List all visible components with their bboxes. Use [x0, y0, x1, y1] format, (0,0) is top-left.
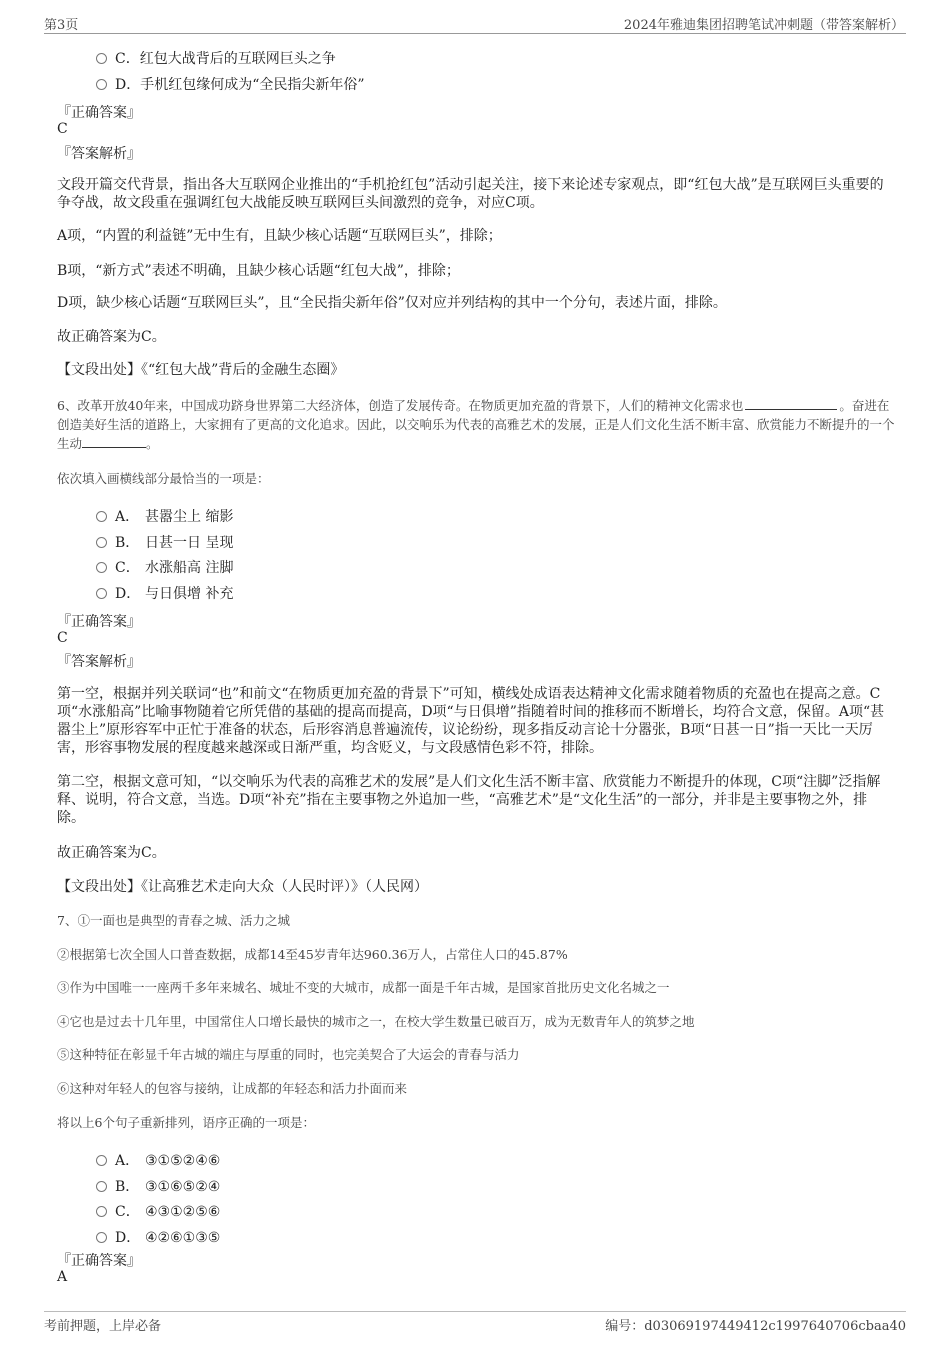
page-number: 第3页	[44, 18, 79, 33]
document-title: 2024年雅迪集团招聘笔试冲刺题（带答案解析）	[623, 18, 904, 33]
q6-option-b[interactable]: B． 日甚一日 呈现	[96, 532, 233, 552]
radio-icon[interactable]	[96, 1155, 107, 1166]
question-7-sentence: ④它也是过去十几年里，中国常住人口增长最快的城市之一，在校大学生数量已破百万，成为无数青年人的筑梦之地	[57, 1014, 695, 1029]
analysis-paragraph: 第一空，根据并列关联词“也”和前文“在物质更加充盈的背景下”可知，横线处成语表达精神文化需求随着物质的充盈也在提高之意。C项“水涨船高”比喻事物随着它所凭借的基础的提高而提高，D项“与日俱增”指随着时间的推移而不断增长，均符合文意，保留。A项“甚嚣尘上”原形容军中正忙于准备的状态，后形容消息普遍流传，议论纷纷，现多指反动言论十分嚣张，B项“日甚一日”指一天比一天厉害，形容事物发展的程度越来越深或日渐严重，均含贬义，与文段感情色彩不符，排除。	[57, 686, 885, 756]
question-7-prompt: 将以上6个句子重新排列，语序正确的一项是：	[57, 1115, 315, 1130]
question-7-sentence: ③作为中国唯一一座两千多年来城名、城址不变的大城市，成都一面是千年古城，是国家首批历史文化名城之一	[57, 980, 670, 995]
radio-icon[interactable]	[96, 79, 107, 90]
analysis-conclusion: 故正确答案为C。	[57, 329, 166, 345]
footer-slogan: 考前押题，上岸必备	[44, 1319, 162, 1334]
answer-label: 『正确答案』	[57, 105, 141, 121]
source-citation: 【文段出处】《“红包大战”背后的金融生态圈》	[57, 362, 345, 378]
radio-icon[interactable]	[96, 562, 107, 573]
source-citation: 【文段出处】《让高雅艺术走向大众（人民时评）》（人民网）	[57, 879, 428, 895]
radio-icon[interactable]	[96, 537, 107, 548]
option-text: 手机红包缘何成为“全民指尖新年俗”	[140, 77, 365, 93]
option-text: 日甚一日 呈现	[145, 535, 234, 551]
question-7-sentence: ⑥这种对年轻人的包容与接纳，让成都的年轻态和活力扑面而来	[57, 1081, 408, 1096]
analysis-label: 『答案解析』	[57, 146, 141, 162]
analysis-paragraph: 第二空，根据文意可知，“以交响乐为代表的高雅艺术的发展”是人们文化生活不断丰富、欣赏能力不断提升的体现，C项“注脚”泛指解释、说明，符合文意，当选。D项“补充”指在主要事物之外追加一些，“高雅艺术”是“文化生活”的一部分，并非是主要事物之外，排除。	[57, 774, 881, 826]
document-id: 编号：d03069197449412c1997640706cbaa40	[605, 1319, 906, 1334]
question-7-sentence: ②根据第七次全国人口普查数据，成都14至45岁青年达960.36万人，占常住人口的45.87%	[57, 947, 568, 962]
radio-icon[interactable]	[96, 1232, 107, 1243]
fill-blank-1	[745, 397, 837, 410]
analysis-conclusion: 故正确答案为C。	[57, 845, 166, 861]
fill-blank-2	[82, 435, 146, 448]
radio-icon[interactable]	[96, 53, 107, 64]
option-text: 红包大战背后的互联网巨头之争	[139, 51, 336, 67]
q6-option-d[interactable]: D． 与日俱增 补充	[96, 583, 233, 603]
answer-label: 『正确答案』	[57, 1253, 141, 1269]
answer-value: A	[57, 1269, 68, 1285]
question-6-prompt: 依次填入画横线部分最恰当的一项是：	[57, 471, 270, 486]
radio-icon[interactable]	[96, 1206, 107, 1217]
analysis-paragraph: D项，缺少核心话题“互联网巨头”，且“全民指尖新年俗”仅对应并列结构的其中一个分句，表述片面，排除。	[57, 295, 727, 311]
radio-icon[interactable]	[96, 1181, 107, 1192]
q7-option-c[interactable]: C． ④③①②⑤⑥	[96, 1201, 220, 1221]
radio-icon[interactable]	[96, 511, 107, 522]
answer-value: C	[57, 630, 68, 646]
option-text: 水涨船高 注脚	[145, 560, 234, 576]
answer-label: 『正确答案』	[57, 614, 141, 630]
option-text: ④②⑥①③⑤	[145, 1230, 221, 1246]
question-7-sentence: 7、①一面也是典型的青春之城、活力之城	[57, 913, 290, 928]
analysis-paragraph: A项，“内置的利益链”无中生有，且缺少核心话题“互联网巨头”，排除；	[57, 228, 502, 244]
header-rule	[44, 33, 906, 34]
q6-option-a[interactable]: A． 甚嚣尘上 缩影	[96, 506, 233, 526]
footer-rule	[44, 1311, 906, 1312]
q7-option-a[interactable]: A． ③①⑤②④⑥	[96, 1150, 220, 1170]
radio-icon[interactable]	[96, 588, 107, 599]
answer-value: C	[57, 121, 68, 137]
option-text: ③①⑥⑤②④	[145, 1179, 221, 1195]
q5-option-c[interactable]: C．红包大战背后的互联网巨头之争	[96, 48, 336, 68]
question-6-stem: 6、改革开放40年来，中国成功跻身世界第二大经济体，创造了发展传奇。在物质更加充盈的背景下，人们的精神文化需求也 。奋进在创造美好生活的道路上，大家拥有了更高的文化追求。因此，以交响乐为代表的高雅艺术的发展，正是人们文化生活不断丰富、欣赏能力不断提升的一个生动 。	[57, 398, 895, 451]
option-text: 与日俱增 补充	[145, 586, 234, 602]
analysis-label: 『答案解析』	[57, 654, 141, 670]
q7-option-d[interactable]: D． ④②⑥①③⑤	[96, 1227, 220, 1247]
analysis-paragraph: 文段开篇交代背景，指出各大互联网企业推出的“手机抢红包”活动引起关注，接下来论述专家观点，即“红包大战”是互联网巨头重要的争夺战，故文段重在强调红包大战能反映互联网巨头间激烈的竞争，对应C项。	[57, 177, 884, 211]
question-7-sentence: ⑤这种特征在彰显千年古城的端庄与厚重的同时，也完美契合了大运会的青春与活力	[57, 1047, 520, 1062]
q7-option-b[interactable]: B． ③①⑥⑤②④	[96, 1176, 220, 1196]
option-text: ③①⑤②④⑥	[145, 1153, 221, 1169]
option-text: 甚嚣尘上 缩影	[145, 509, 234, 525]
q5-option-d[interactable]: D．手机红包缘何成为“全民指尖新年俗”	[96, 74, 365, 94]
q6-option-c[interactable]: C． 水涨船高 注脚	[96, 557, 233, 577]
option-text: ④③①②⑤⑥	[145, 1204, 221, 1220]
analysis-paragraph: B项，“新方式”表述不明确，且缺少核心话题“红包大战”，排除；	[57, 263, 460, 279]
